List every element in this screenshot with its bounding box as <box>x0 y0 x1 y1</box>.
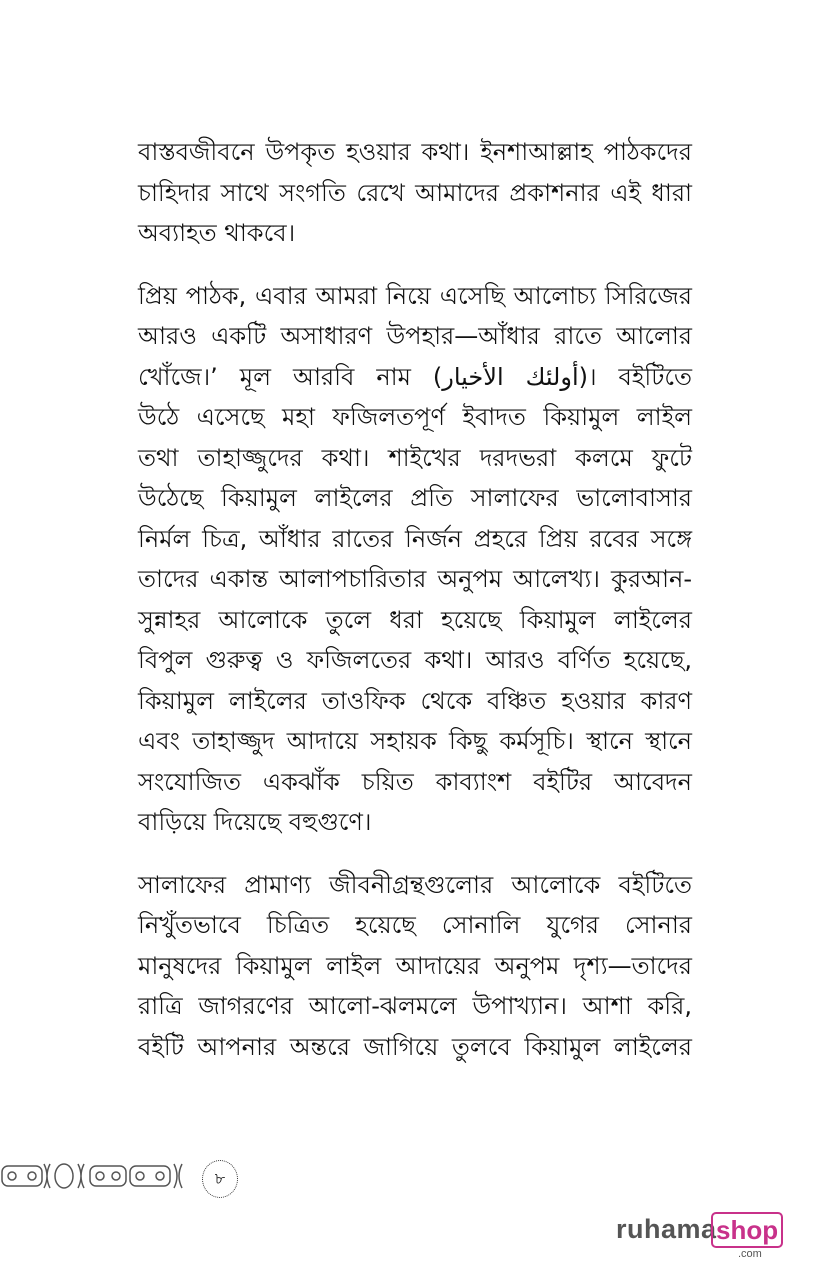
body-text <box>138 132 692 1089</box>
text-line: খোঁজে।’ মূল আরবি নাম (أولئك الأخيار)। বইটিতে <box>138 362 692 391</box>
text-line: নির্মল চিত্র, আঁধার রাতের নির্জন প্রহরে প্রিয় রবের সঙ্গে <box>138 524 692 553</box>
paragraph <box>138 276 692 843</box>
text-line: মানুষদের কিয়ামুল লাইল আদায়ের অনুপম দৃশ্য—তাদের <box>138 951 692 980</box>
text-line: সংযোজিত একঝাঁক চয়িত কাব্যাংশ বইটির আবেদন <box>138 767 692 796</box>
page-number: ৮ <box>202 1160 238 1198</box>
text-line: তথা তাহাজ্জুদের কথা। শাইখের দরদভরা কলমে ফুটে <box>138 443 692 472</box>
text-line: কিয়ামুল লাইলের তাওফিক থেকে বঞ্চিত হওয়ার কারণ <box>138 686 692 715</box>
text-line: তাদের একান্ত আলাপচারিতার অনুপম আলেখ্য। কুরআন- <box>138 565 692 593</box>
text-line: প্রিয় পাঠক, এবার আমরা নিয়ে এসেছি আলোচ্য সিরিজের <box>138 281 692 310</box>
text-line: অব্যাহত থাকবে। <box>138 219 296 247</box>
text-line: বিপুল গুরুত্ব ও ফজিলতের কথা। আরও বর্ণিত হয়েছে, <box>138 646 692 674</box>
text-line: উঠে এসেছে মহা ফজিলতপূর্ণ ইবাদত কিয়ামুল লাইল <box>138 403 692 431</box>
paragraph <box>138 865 692 1068</box>
text-line: চাহিদার সাথে সংগতি রেখে আমাদের প্রকাশনার এই ধারা <box>138 178 692 207</box>
text-line: রাত্রি জাগরণের আলো-ঝলমলে উপাখ্যান। আশা করি, <box>138 992 692 1020</box>
text-line: নিখুঁতভাবে চিত্রিত হয়েছে সোনালি যুগের সোনার <box>138 911 692 939</box>
decorative-border-ornament <box>0 1158 192 1194</box>
logo-text-shop: shop <box>711 1212 783 1248</box>
text-line: বাড়িয়ে দিয়েছে বহুগুণে। <box>138 808 372 836</box>
paragraph <box>138 132 692 254</box>
text-line: উঠেছে কিয়ামুল লাইলের প্রতি সালাফের ভালোবাসার <box>138 484 692 512</box>
text-line: আরও একটি অসাধারণ উপহার—আঁধার রাতে আলোর <box>138 322 692 350</box>
text-line: বইটি আপনার অন্তরে জাগিয়ে তুলবে কিয়ামুল লাইলের <box>138 1032 692 1061</box>
text-line: সুন্নাহর আলোকে তুলে ধরা হয়েছে কিয়ামুল লাইলের <box>138 605 692 634</box>
text-line: এবং তাহাজ্জুদ আদায়ে সহায়ক কিছু কর্মসূচি। স্থানে স্থানে <box>138 727 692 755</box>
logo-text-com: .com <box>738 1248 762 1260</box>
logo-text-ruhama: ruhama <box>616 1214 717 1244</box>
text-line: বাস্তবজীবনে উপকৃত হওয়ার কথা। ইনশাআল্লাহ পাঠকদের <box>138 138 692 166</box>
text-line: সালাফের প্রামাণ্য জীবনীগ্রন্থগুলোর আলোকে বইটিতে <box>138 870 692 899</box>
